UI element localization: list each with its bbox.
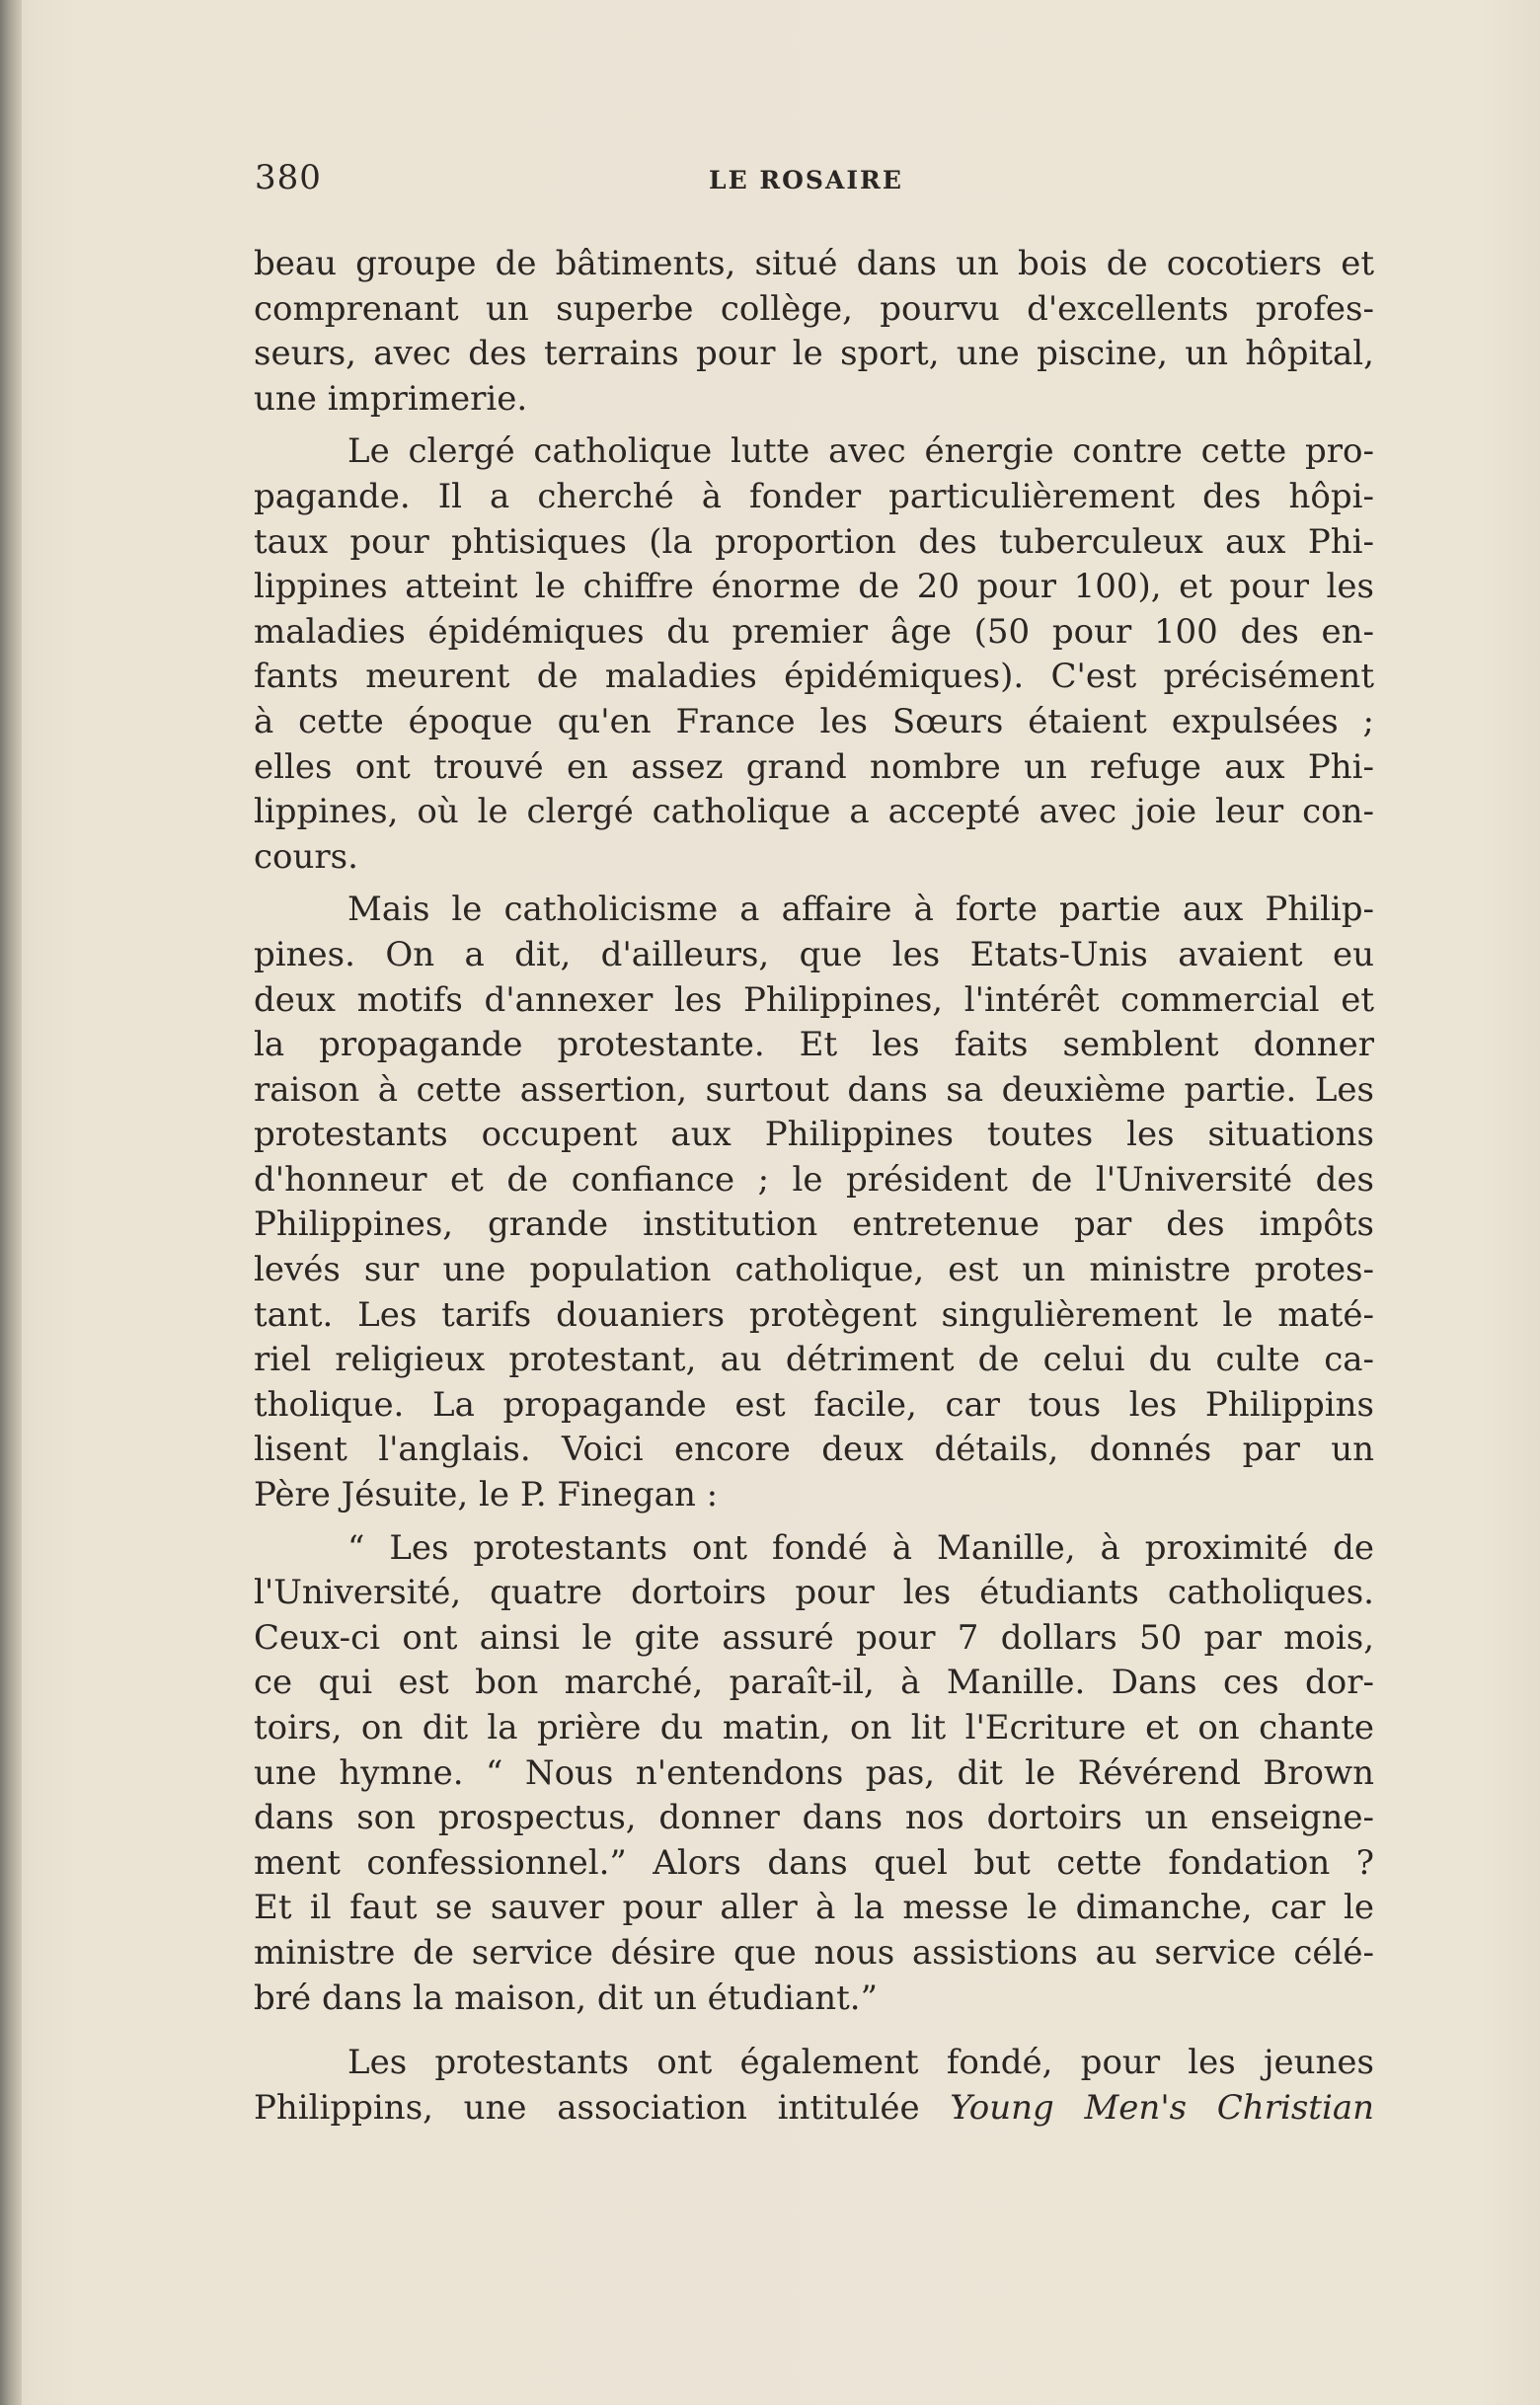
text-line: à cette époque qu'en France les Sœurs étaient expulsées ; (254, 701, 1374, 741)
quote-first-line: “ Les protestants ont fondé à Manille, à proximité de (347, 1527, 1374, 1568)
text-line: pagande. Il a cherché à fonder particulièrement des hôpi- (254, 476, 1374, 516)
text-line: bré dans la maison, dit un étudiant.” (254, 1978, 878, 2018)
text-line: fants meurent de maladies épidémiques). C'est précisément (254, 657, 1374, 697)
page-number: 380 (255, 158, 322, 197)
text-line: tant. Les tarifs douaniers protègent singulièrement le maté- (254, 1294, 1374, 1335)
text-line-start: Philippins, une association intitulée (254, 2087, 920, 2128)
text-line: taux pour phtisiques (la proportion des tuberculeux aux Phi- (254, 521, 1374, 562)
text-line: la propagande protestante. Et les faits semblent donner (254, 1025, 1374, 1065)
text-line: maladies épidémiques du premier âge (50 pour 100 des en- (254, 611, 1374, 652)
text-line: d'honneur et de confiance ; le président de l'Université des (254, 1159, 1374, 1200)
text-line: dans son prospectus, donner dans nos dortoirs un enseigne- (254, 1798, 1374, 1838)
text-line: seurs, avec des terrains pour le sport, une piscine, un hôpital, (254, 334, 1374, 374)
running-title: LE ROSAIRE (709, 166, 903, 194)
book-spine-edge (0, 0, 22, 2405)
text-line: l'Université, quatre dortoirs pour les étudiants catholiques. (254, 1573, 1374, 1613)
running-head (255, 158, 1380, 207)
text-line: comprenant un superbe collège, pourvu d'excellents profes- (254, 288, 1374, 329)
text-line: Philippines, grande institution entretenue par des impôts (254, 1204, 1374, 1245)
text-line: deux motifs d'annexer les Philippines, l'intérêt commercial et (254, 979, 1374, 1020)
paragraph-first-line: Les protestants ont également fondé, pour les jeunes (347, 2043, 1374, 2083)
text-line: Et il faut se sauver pour aller à la messe le dimanche, car le (254, 1888, 1374, 1928)
text-line: pines. On a dit, d'ailleurs, que les Etats-Unis avaient eu (254, 934, 1374, 974)
text-line: ministre de service désire que nous assistions au service célé- (254, 1932, 1374, 1973)
text-line: Ceux-ci ont ainsi le gite assuré pour 7 dollars 50 par mois, (254, 1617, 1374, 1658)
text-line: toirs, on dit la prière du matin, on lit l'Ecriture et on chante (254, 1708, 1374, 1747)
text-line: protestants occupent aux Philippines toutes les situations (254, 1115, 1374, 1155)
text-line: une imprimerie. (254, 378, 528, 419)
paragraph-first-line: Mais le catholicisme a affaire à forte partie aux Philip- (347, 890, 1374, 930)
text-line: raison à cette assertion, surtout dans sa deuxième partie. Les (254, 1069, 1374, 1110)
text-line: riel religieux protestant, au détriment de celui du culte ca- (254, 1340, 1374, 1380)
text-line: lippines, où le clergé catholique a accepté avec joie leur con- (254, 792, 1374, 832)
text-line: tholique. La propagande est facile, car tous les Philippins (254, 1384, 1374, 1425)
text-line: levés sur une population catholique, est un ministre protes- (254, 1250, 1374, 1290)
text-line: cours. (254, 836, 358, 877)
text-line: ment confessionnel.” Alors dans quel but cette fondation ? (254, 1842, 1374, 1883)
text-line: Père Jésuite, le P. Finegan : (254, 1475, 719, 1515)
text-line: beau groupe de bâtiments, situé dans un bois de cocotiers et (254, 244, 1374, 283)
text-line: ce qui est bon marché, paraît-il, à Manille. Dans ces dor- (254, 1663, 1374, 1703)
text-line: elles ont trouvé en assez grand nombre un refuge aux Phi- (254, 746, 1374, 787)
text-line: lisent l'anglais. Voici encore deux détails, donnés par un (254, 1430, 1374, 1470)
paragraph-first-line: Le clergé catholique lutte avec énergie contre cette pro- (347, 431, 1374, 472)
association-name: Young Men's Christian (950, 2087, 1374, 2128)
page-text (254, 242, 1374, 2131)
text-line: une hymne. “ Nous n'entendons pas, dit le Révérend Brown (254, 1752, 1374, 1793)
text-line-last (254, 2086, 1374, 2132)
text-line: lippines atteint le chiffre énorme de 20 pour 100), et pour les (254, 567, 1374, 607)
